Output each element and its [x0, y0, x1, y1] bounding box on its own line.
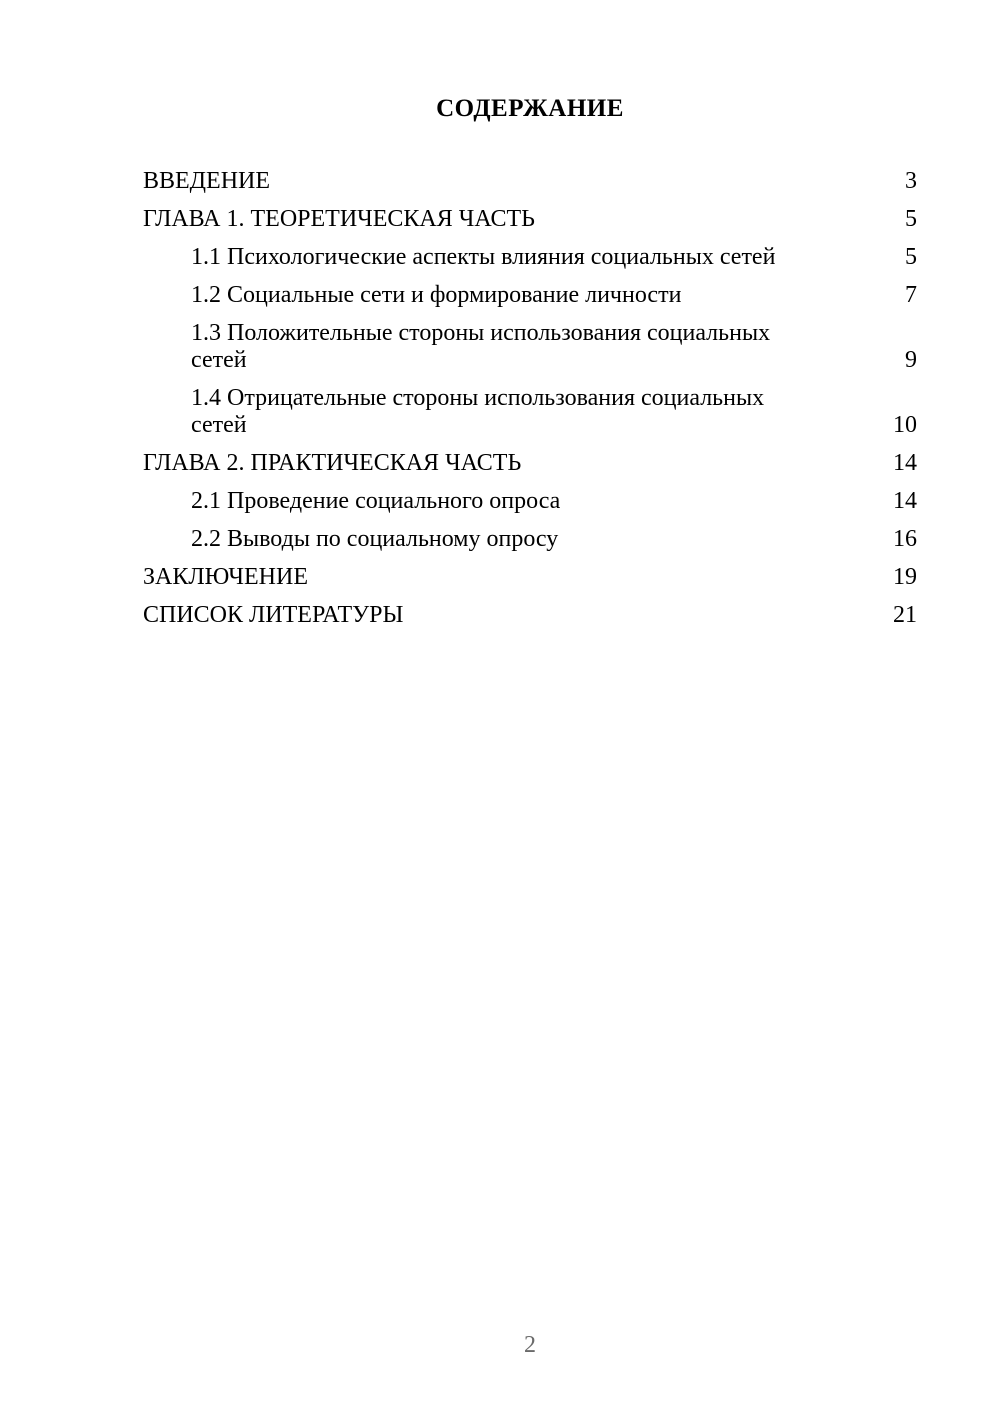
toc-row-vvedenie	[143, 168, 917, 195]
toc-entry-page-number: 7	[905, 282, 917, 308]
toc-entry-label	[143, 244, 775, 271]
toc-row-glava-2	[143, 450, 917, 477]
toc-entry-line: ГЛАВА 2. ПРАКТИЧЕСКАЯ ЧАСТЬ	[143, 450, 522, 476]
toc-entry-label	[143, 168, 270, 195]
toc-entry-label	[143, 450, 521, 477]
footer-page-number: 2	[524, 1332, 536, 1358]
toc-entry-line: 1.2 Социальные сети и формирование личности	[191, 282, 682, 308]
toc-entry-page-number: 5	[905, 206, 917, 232]
toc-entry-line: ГЛАВА 1. ТЕОРЕТИЧЕСКАЯ ЧАСТЬ	[143, 206, 535, 232]
toc-entry-line: 2.2 Выводы по социальному опросу	[191, 526, 559, 552]
toc-entry-page-number: 16	[893, 526, 917, 552]
toc-entry-line: 2.1 Проведение социального опроса	[191, 488, 561, 514]
page-title: СОДЕРЖАНИЕ	[436, 95, 624, 122]
toc-entry-page-number: 14	[893, 488, 917, 514]
toc-entry-label	[143, 526, 558, 553]
toc-row-1-4	[143, 385, 917, 439]
toc-row-zaklyuchenie	[143, 564, 917, 591]
toc-entry-line: ВВЕДЕНИЕ	[143, 168, 271, 194]
toc-row-1-3	[143, 320, 917, 374]
toc-entry-line: сетей	[191, 347, 247, 373]
toc-entry-line: СПИСОК ЛИТЕРАТУРЫ	[143, 602, 404, 628]
toc-entry-label	[143, 602, 403, 629]
toc-entry-label	[143, 320, 770, 374]
toc-row-1-1	[143, 244, 917, 271]
toc-entry-line: ЗАКЛЮЧЕНИЕ	[143, 564, 308, 590]
toc-section	[143, 95, 917, 640]
toc-entry-line: сетей	[191, 412, 247, 438]
toc-entry-line: 1.3 Положительные стороны использования социальных	[191, 320, 771, 346]
toc-row-2-1	[143, 488, 917, 515]
table-of-contents	[143, 168, 917, 629]
toc-row-spisok-literatury	[143, 602, 917, 629]
toc-entry-page-number: 9	[905, 347, 917, 373]
toc-entry-page-number: 5	[905, 244, 917, 270]
toc-entry-page-number: 19	[893, 564, 917, 590]
toc-entry-label	[143, 385, 764, 439]
toc-entry-line: 1.4 Отрицательные стороны использования социальных	[191, 385, 765, 411]
toc-entry-page-number: 10	[893, 412, 917, 438]
toc-row-glava-1	[143, 206, 917, 233]
toc-entry-page-number: 14	[893, 450, 917, 476]
toc-entry-label	[143, 282, 681, 309]
toc-row-2-2	[143, 526, 917, 553]
toc-entry-page-number: 3	[905, 168, 917, 194]
toc-entry-line: 1.1 Психологические аспекты влияния социальных сетей	[191, 244, 776, 270]
toc-entry-label	[143, 564, 308, 591]
toc-row-1-2	[143, 282, 917, 309]
toc-entry-label	[143, 488, 560, 515]
toc-entry-label	[143, 206, 535, 233]
toc-entry-page-number: 21	[893, 602, 917, 628]
